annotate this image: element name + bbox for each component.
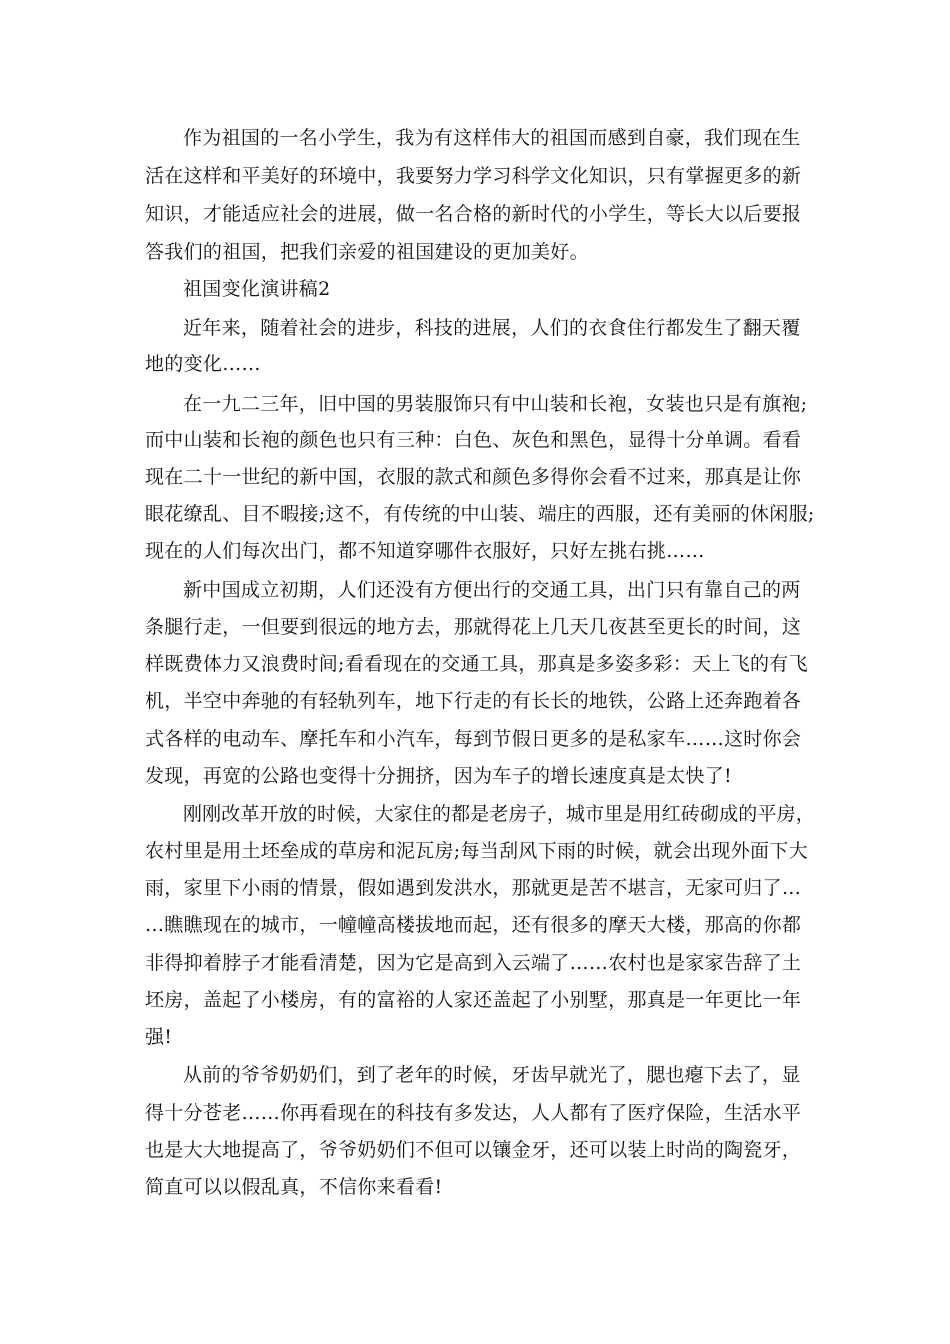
- section-heading: 祖国变化演讲稿2: [183, 278, 331, 300]
- text-line: 强!: [145, 1026, 173, 1048]
- text-line: 机，半空中奔驰的有轻轨列车，地下行走的有长长的地铁，公路上还奔跑着各: [145, 690, 802, 712]
- text-line: 从前的爷爷奶奶们，到了老年的时候，牙齿早就光了，腮也瘪下去了，显: [183, 1064, 801, 1086]
- text-line: 样既费体力又浪费时间;看看现在的交通工具，那真是多姿多彩：天上飞的有飞: [145, 653, 808, 675]
- text-line: 而中山装和长袍的颜色也只有三种：白色、灰色和黑色，显得十分单调。看看: [145, 429, 802, 451]
- text-line: 刚刚改革开放的时候，大家住的都是老房子，城市里是用红砖砌成的平房，: [183, 803, 815, 825]
- text-line: 发现，再宽的公路也变得十分拥挤，因为车子的增长速度真是太快了!: [145, 765, 732, 787]
- text-line: 雨，家里下小雨的情景，假如遇到发洪水，那就更是苦不堪言，无家可归了…: [145, 877, 802, 899]
- text-line: 坯房，盖起了小楼房，有的富裕的人家还盖起了小别墅，那真是一年更比一年: [145, 989, 802, 1011]
- text-line: 条腿行走，一但要到很远的地方去，那就得花上几天几夜甚至更长的时间，这: [145, 616, 802, 638]
- text-line: 在一九二三年，旧中国的男装服饰只有中山装和长袍，女装也只是有旗袍;: [183, 393, 808, 415]
- text-line: 眼花缭乱、目不暇接;这不，有传统的中山装、端庄的西服，还有美丽的休闲服;: [145, 503, 815, 525]
- text-line: 农村里是用土坯垒成的草房和泥瓦房;每当刮风下雨的时候，就会出现外面下大: [145, 840, 808, 862]
- text-line: 知识，才能适应社会的进展，做一名合格的新时代的小学生，等长大以后要报: [145, 203, 802, 225]
- text-line: 现在的人们每次出门，都不知道穿哪件衣服好，只好左挑右挑……: [145, 540, 705, 562]
- text-line: 得十分苍老……你再看现在的科技有多发达，人人都有了医疗保险，生活水平: [145, 1102, 802, 1124]
- text-line: 近年来，随着社会的进步，科技的进展，人们的衣食住行都发生了翻天覆: [183, 317, 801, 339]
- text-line: 式各样的电动车、摩托车和小汽车，每到节假日更多的是私家车……这时你会: [145, 728, 802, 750]
- text-line: 作为祖国的一名小学生，我为有这样伟大的祖国而感到自豪，我们现在生: [183, 127, 801, 149]
- text-line: 也是大大地提高了，爷爷奶奶们不但可以镶金牙，还可以装上时尚的陶瓷牙，: [145, 1139, 802, 1161]
- text-line: 现在二十一世纪的新中国，衣服的款式和颜色多得你会看不过来，那真是让你: [145, 466, 802, 488]
- text-line: 活在这样和平美好的环境中，我要努力学习科学文化知识，只有掌握更多的新: [145, 165, 802, 187]
- text-line: 简直可以以假乱真，不信你来看看!: [145, 1176, 443, 1198]
- text-line: 答我们的祖国，把我们亲爱的祖国建设的更加美好。: [145, 241, 589, 263]
- text-line: 非得抑着脖子才能看清楚，因为它是高到入云端了……农村也是家家告辞了土: [145, 952, 802, 974]
- text-line: …瞧瞧现在的城市，一幢幢高楼拔地而起，还有很多的摩天大楼，那高的你都: [145, 914, 802, 936]
- text-line: 新中国成立初期，人们还没有方便出行的交通工具，出门只有靠自己的两: [183, 579, 801, 601]
- text-line: 地的变化……: [145, 353, 261, 375]
